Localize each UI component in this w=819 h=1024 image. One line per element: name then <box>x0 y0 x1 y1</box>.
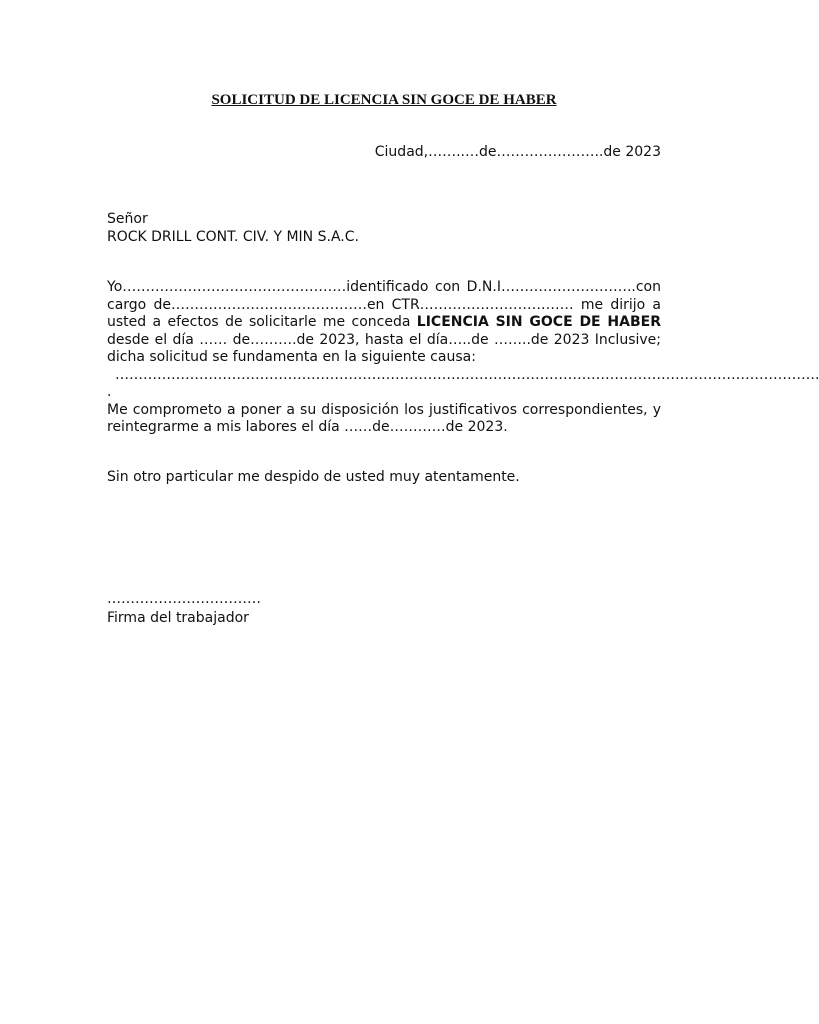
signature-line: …………………………… <box>107 591 261 607</box>
request-bold-term: LICENCIA SIN GOCE DE HABER <box>416 314 661 330</box>
signature-label: Firma del trabajador <box>107 610 249 626</box>
salutation: Señor <box>107 211 148 227</box>
request-text-end: desde el día …… de……….de 2023, hasta el día…..de ……..de 2023 Inclusive; dicha solicitud se fundamenta en la siguiente causa: <box>107 331 661 365</box>
company-name: ROCK DRILL CONT. CIV. Y MIN S.A.C. <box>107 229 359 245</box>
cause-blank-end: . <box>107 384 112 400</box>
date-line: Ciudad,……..…de…………………..de 2023 <box>374 144 661 160</box>
closing-line: Sin otro particular me despido de usted muy atentamente. <box>107 469 520 485</box>
request-body <box>107 279 819 437</box>
request-text-start: Yo…………………………………………identificado con D.N.I………………………..con cargo de……………………………………en CTR…………………………… me dirijo a usted a efectos de solicitarle me conceda <box>107 279 661 330</box>
cause-blank-line: ……………………………………………………………………………………………………………………………………. <box>115 366 819 383</box>
signature-block <box>107 590 261 628</box>
request-paragraph <box>107 279 661 367</box>
commitment-paragraph: Me comprometo a poner a su disposición los justificativos correspondientes, y reintegrarme a mis labores el día ……de…………de 2023. <box>107 401 661 435</box>
addressee-block <box>107 210 359 246</box>
document-title: SOLICITUD DE LICENCIA SIN GOCE DE HABER <box>211 92 557 108</box>
